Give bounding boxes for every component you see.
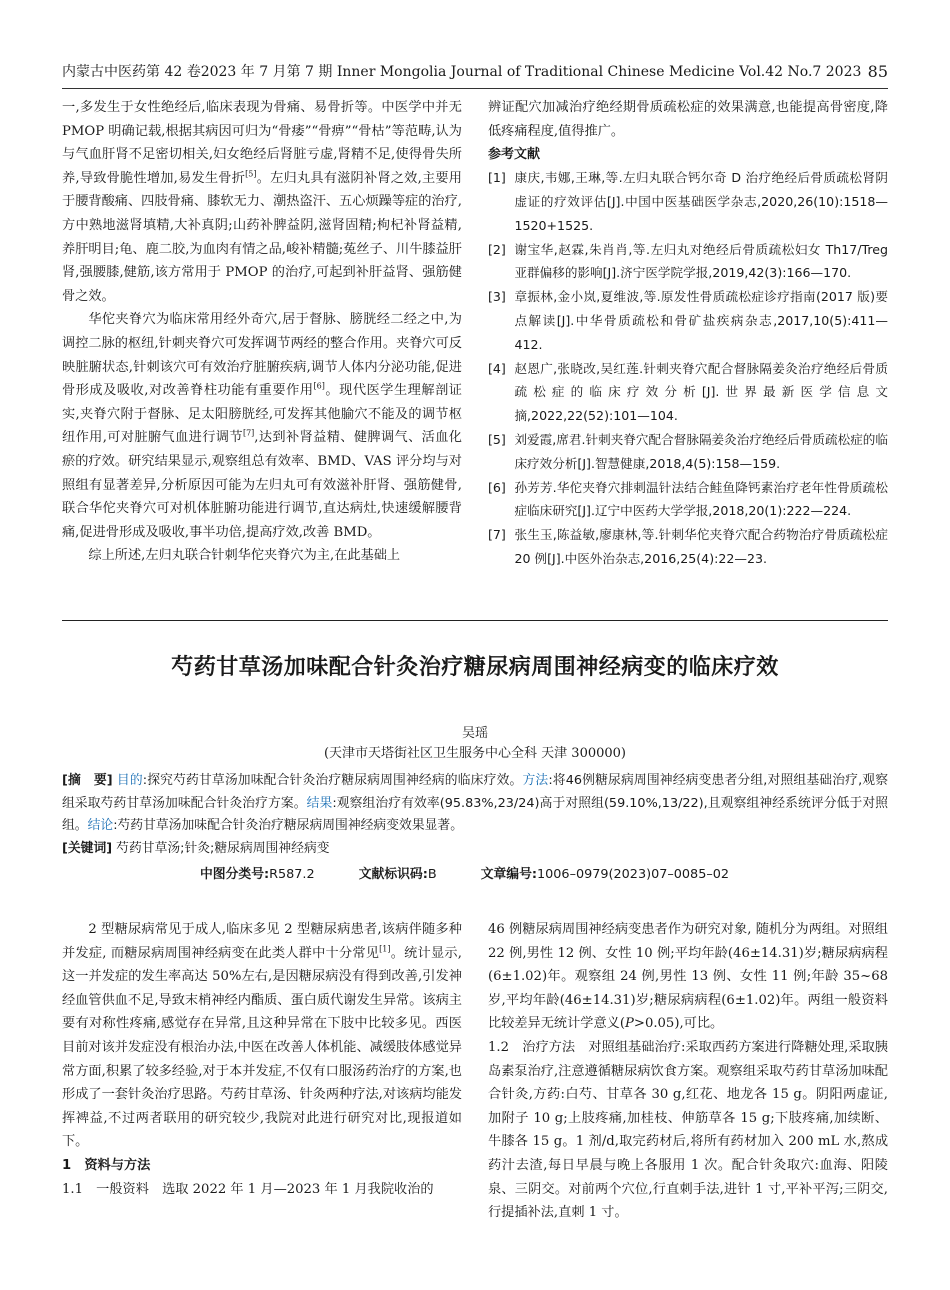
reference-text: 孙芳芳.华佗夹脊穴排刺温针法结合鲑鱼降钙素治疗老年性骨质疏松症临床研究[J].辽宁中医药大学学报,2018,20(1):222—224. — [514, 479, 888, 519]
article-affiliation: (天津市天塔街社区卫生服务中心全科 天津 300000) — [323, 746, 627, 761]
clc-label: 中图分类号: — [200, 867, 270, 882]
article-id-value: 1006–0979(2023)07–0085–02 — [537, 867, 730, 882]
doc-code-value: B — [427, 867, 437, 882]
prev-paragraph: 综上所述,左归丸联合针刺华佗夹脊穴为主,在此基础上 — [88, 548, 401, 564]
reference-number: [5] — [488, 431, 506, 447]
section-heading: 1 资料与方法 — [62, 1157, 151, 1173]
citation: [6] — [313, 381, 325, 391]
reference-list — [488, 166, 888, 571]
prev-article-left-column — [62, 96, 462, 568]
prev-paragraph: 一,多发生于女性绝经后,临床表现为骨痛、易骨折等。中医学中并无 PMOP 明确记载,根据其病因可归为“骨痿”“骨痹”“骨枯”等范畴,认为与气血肝肾不足密切相关,妇女绝经后肾脏亏虚,肾精不足,使得骨失所养,导致骨脆性增加,易发生骨折[5]。左归丸具有滋阴补肾之效,主要用于腰背酸痛、四肢骨痛、膝软无力、潮热盗汗、五心烦躁等症的治疗,方中熟地滋肾填精,大补真阴;山药补脾益阴,滋肾固精;枸杞补肾益精,养肝明目;龟、鹿二胶,为血肉有情之品,峻补精髓;菟丝子、川牛膝益肝肾,强腰膝,健筋,该方常用于 PMOP 的治疗,可起到补肝益肾、强筋健骨之效。 — [62, 100, 462, 304]
clc-value: R587.2 — [269, 867, 315, 882]
body-paragraph: 46 例糖尿病周围神经病变患者作为研究对象, 随机分为两组。对照组 22 例,男性 12 例、女性 10 例;平均年龄(46±14.31)岁;糖尿病病程(6±1.02)年。观察组 24 例,男性 13 例、女性 11 例;年龄 35~68 岁,平均年龄(46±14.31)岁;糖尿病病程(6±1.02)年。两组一般资料比较差异无统计学意义(P>0.05),可比。 — [488, 922, 888, 1032]
citation: [1] — [379, 944, 391, 954]
reference-item — [488, 238, 888, 286]
reference-number: [2] — [488, 241, 506, 257]
abstract — [62, 770, 888, 838]
citation: [5] — [245, 169, 257, 179]
reference-number: [7] — [488, 527, 506, 543]
reference-item — [488, 476, 888, 524]
conclusion-label: 结论 — [87, 818, 114, 833]
classification-row — [200, 864, 900, 886]
methods-label: 方法 — [522, 773, 549, 788]
reference-text: 谢宝华,赵霖,朱肖肖,等.左归丸对绝经后骨质疏松妇女 Th17/Treg 亚群偏移的影响[J].济宁医学院学报,2019,42(3):166—170. — [514, 241, 888, 281]
conclusion-text: :芍药甘草汤加味配合针灸治疗糖尿病周围神经病变效果显著。 — [113, 818, 464, 833]
subsection-paragraph: 1.1 一般资料 选取 2022 年 1 月—2023 年 1 月我院收治的 — [62, 1181, 434, 1197]
references-heading: 参考文献 — [488, 147, 541, 163]
body-paragraph: 1.2 治疗方法 对照组基础治疗:采取西药方案进行降糖处理,采取胰岛素泵治疗,注意遵循糖尿病饮食方案。观察组采取芍药甘草汤加味配合针灸,方药:白芍、甘草各 30 g,红花、地龙各 15 g。阴阳两虚证,加附子 10 g;上肢疼痛,加桂枝、伸筋草各 15 g;下肢疼痛,加续断、牛膝各 15 g。1 剂/d,取完药材后,将所有药材加入 200 mL 水,熬成药汁去渣,每日早晨与晚上各服用 1 次。配合针灸取穴:血海、阳陵泉、三阴交。对前两个穴位,行直刺手法,进针 1 寸,平补平泻;三阴交,行提插补法,直刺 1 寸。 — [488, 1039, 888, 1221]
reference-number: [6] — [488, 479, 506, 495]
prev-paragraph: 辨证配穴加减治疗绝经期骨质疏松症的效果满意,也能提高骨密度,降低疼痛程度,值得推广。 — [488, 100, 888, 139]
keywords-label: [关键词] — [62, 841, 113, 856]
article-right-column — [488, 918, 888, 1225]
article-left-column — [62, 918, 462, 1201]
objective-label: 目的 — [116, 773, 143, 788]
reference-number: [4] — [488, 360, 506, 376]
methods-text: :将46例糖尿病周围神经病变患者分组,对照组基础治疗,观察组采取芍药甘草汤加味配合针灸治疗方案。 — [62, 773, 889, 811]
reference-text: 康庆,韦娜,王琳,等.左归丸联合钙尔奇 D 治疗绝经后骨质疏松肾阴虚证的疗效评估[J].中国中医基础医学杂志,2020,26(10):1518—1520+1525. — [514, 170, 888, 233]
results-text: :观察组治疗有效率(95.83%,23/24)高于对照组(59.10%,13/22),且观察组神经系统评分低于对照组。 — [62, 795, 888, 833]
reference-item — [488, 428, 888, 476]
abstract-label: [摘 要] — [62, 773, 113, 788]
doc-code-label: 文献标识码: — [358, 867, 428, 882]
reference-number: [1] — [488, 170, 506, 186]
running-header — [62, 62, 888, 82]
objective-text: :探究芍药甘草汤加味配合针灸治疗糖尿病周围神经病的临床疗效。 — [142, 773, 523, 788]
reference-item — [488, 523, 888, 571]
keywords-text: 芍药甘草汤;针灸;糖尿病周围神经病变 — [116, 841, 330, 856]
article-id-label: 文章编号: — [480, 867, 537, 882]
journal-info: 内蒙古中医药第 42 卷2023 年 7 月第 7 期 Inner Mongolia Journal of Traditional Chinese Medicine Vol.42 No.7 2023 — [62, 64, 862, 80]
article-divider — [62, 620, 888, 621]
reference-item — [488, 357, 888, 428]
header-rule — [62, 88, 888, 89]
reference-text: 赵恩广,张晓改,吴红莲.针刺夹脊穴配合督脉隔姜灸治疗绝经后骨质疏松症的临床疗效分析[J].世界最新医学信息文摘,2022,22(52):101—104. — [514, 360, 888, 424]
prev-article-right-column — [488, 96, 888, 571]
keywords — [62, 838, 888, 860]
page-number: 85 — [867, 62, 888, 81]
article-author: 吴瑶 — [461, 726, 488, 741]
reference-text: 章振林,金小岚,夏维波,等.原发性骨质疏松症诊疗指南(2017 版)要点解读[J].中华骨质疏松和骨矿盐疾病杂志,2017,10(5):411—412. — [514, 289, 888, 352]
reference-text: 张生玉,陈益敏,廖康林,等.针刺华佗夹脊穴配合药物治疗骨质疏松症 20 例[J].中医外治杂志,2016,25(4):22—23. — [514, 527, 888, 566]
results-label: 结果 — [306, 795, 333, 811]
reference-item — [488, 285, 888, 356]
article-title: 芍药甘草汤加味配合针灸治疗糖尿病周围神经病变的临床疗效 — [171, 655, 779, 680]
reference-item — [488, 166, 888, 237]
citation: [7] — [242, 428, 255, 438]
reference-number: [3] — [488, 289, 506, 305]
prev-paragraph: 华佗夹脊穴为临床常用经外奇穴,居于督脉、膀胱经二经之中,为调控二脉的枢纽,针刺夹脊穴可发挥调节两经的整合作用。夹脊穴可反映脏腑状态,针刺该穴可有效治疗脏腑疾病,调节人体内分泌功能,促进骨形成及吸收,对改善脊柱功能有重要作用[6]。现代医学生理解剖证实,夹脊穴附于督脉、足太阳膀胱经,可发挥其他腧穴不能及的调节枢纽作用,可对脏腑气血进行调节[7],达到补肾益精、健脾调气、活血化瘀的疗效。研究结果显示,观察组总有效率、BMD、VAS 评分均与对照组有显著差异,分析原因可能为左归丸可有效滋补肝肾、强筋健骨,联合华佗夹脊穴可对机体脏腑功能进行调节,直达病灶,快速缓解腰背痛,促进骨形成及吸收,事半功倍,提高疗效,改善 BMD。 — [62, 312, 462, 540]
reference-text: 刘爱霞,席君.针刺夹脊穴配合督脉隔姜灸治疗绝经后骨质疏松症的临床疗效分析[J].智慧健康,2018,4(5):158—159. — [514, 431, 888, 471]
intro-paragraph: 2 型糖尿病常见于成人,临床多见 2 型糖尿病患者,该病伴随多种并发症, 而糖尿病周围神经病变在此类人群中十分常见[1]。统计显示,这一并发症的发生率高达 50%左右,是因糖尿病没有得到改善,引发神经血管供血不足,导致末梢神经内酯质、蛋白质代谢发生异常。该病主要有对称性疼痛,感觉存在异常,且这种异常在下肢中比较多见。西医目前对该并发症没有根治办法,中医在改善人体机能、减缓肢体感觉异常方面,积累了较多经验,对于本并发症,不仅有口服汤药治疗的方案,也形成了一套针灸治疗思路。芍药甘草汤、针灸两种疗法,对该病均能发挥裨益,不过两者联用的研究较少,我院对此进行研究对比,现报道如下。 — [62, 922, 462, 1150]
